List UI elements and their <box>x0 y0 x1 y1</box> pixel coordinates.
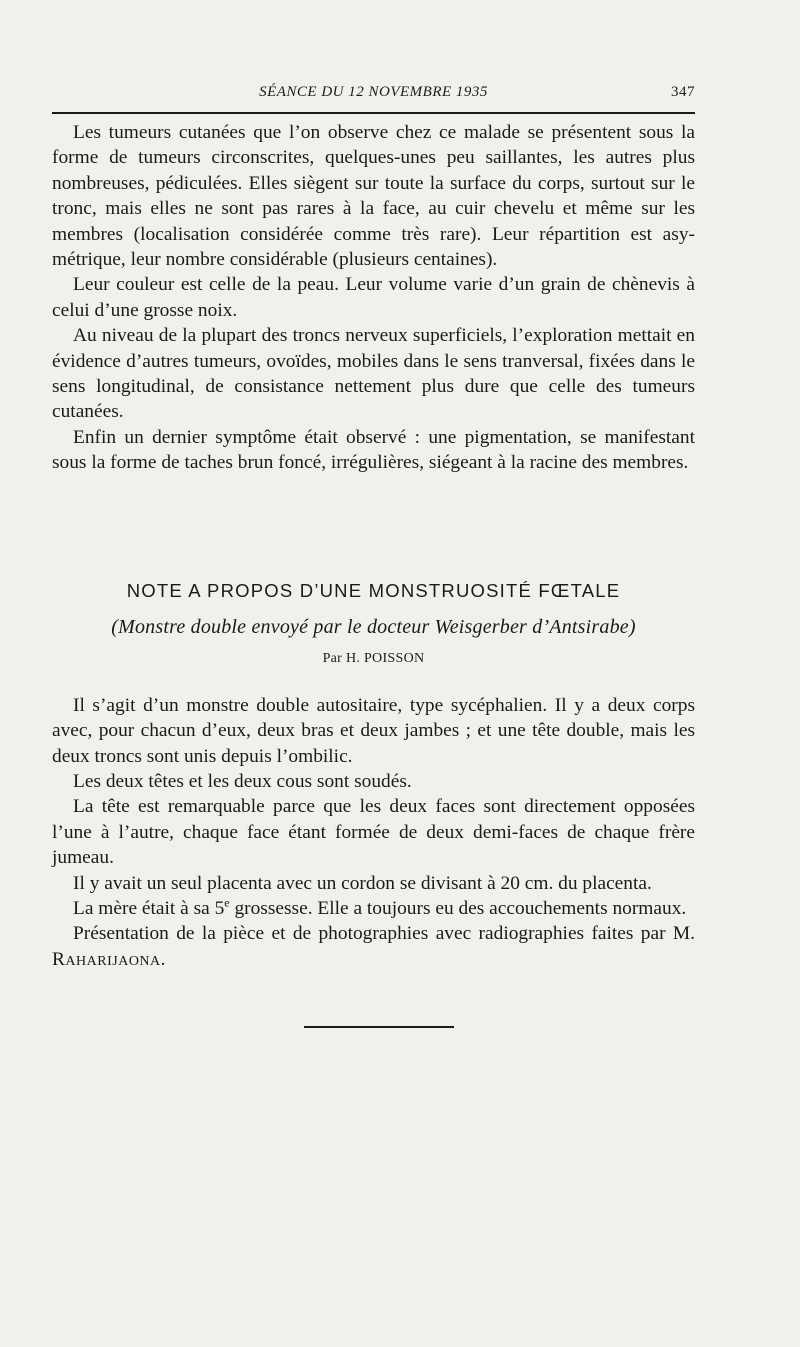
paragraph <box>52 921 695 972</box>
paragraph: Il s’agit d’un monstre double autositaire, type sycéphalien. Il y a deux corps avec, pour chacun d’eux, deux bras et deux jambes ; et une tête double, mais les deux troncs sont unis depuis l’ombilic. <box>52 694 695 767</box>
paragraph <box>52 896 695 921</box>
note-body <box>52 693 695 972</box>
paragraph: Enfin un dernier symptôme était observé : une pigmentation, se manifestant sous la forme de taches brun foncé, irrégulières, siégeant à la racine des membres. <box>52 426 695 474</box>
text-fragment: La mère était à sa 5 <box>73 897 225 919</box>
paragraph: Les tumeurs cutanées que l’on observe chez ce malade se présentent sous la forme de tumeurs circonscrites, quelques-unes peu saillantes, les autres plus nombreuses, pédiculées. Elles siègent sur toute la surface du corps, surtout sur le tronc, mais elles ne sont pas rares à la face, au cuir chevelu et même sur les membres (localisation considérée comme très rare). Leur répartition est asymétrique, leur nombre considérable (plusieurs centaines). <box>52 122 695 271</box>
byline <box>52 651 695 667</box>
paragraph: Il y avait un seul placenta avec un cordon se divisant à 20 cm. du placenta. <box>73 872 652 894</box>
previous-article-section <box>52 120 695 476</box>
text-fragment: Présentation de la pièce et de photographies avec radiographies faites par M. <box>73 923 695 945</box>
closing-rule <box>304 1026 454 1028</box>
running-title: SÉANCE DU 12 NOVEMBRE 1935 <box>259 84 488 100</box>
header-rule <box>52 112 695 114</box>
paragraph: Leur couleur est celle de la peau. Leur volume varie d’un grain de chènevis à celui d’une grosse noix. <box>52 274 695 321</box>
paragraph: La tête est remarquable parce que les deux faces sont directement opposées l’une à l’autre, chaque face étant formée de deux demi-faces de chaque frère jumeau. <box>52 796 695 869</box>
byline-prefix: Par <box>322 650 343 666</box>
photographer-name: Raharijaona. <box>52 948 167 970</box>
running-head <box>52 82 695 108</box>
author-name: H. POISSON <box>345 650 425 666</box>
page-number: 347 <box>671 84 695 100</box>
ordinal-superscript: e <box>224 895 230 910</box>
paragraph: Les deux têtes et les deux cous sont soudés. <box>73 770 412 792</box>
note-title: NOTE A PROPOS D’UNE MONSTRUOSITÉ FŒTALE <box>126 579 621 601</box>
note-subtitle: (Monstre double envoyé par le docteur Weisgerber d’Antsirabe) <box>111 615 636 638</box>
journal-page <box>52 82 695 1028</box>
text-fragment: grossesse. Elle a toujours eu des accouchements normaux. <box>229 897 687 919</box>
paragraph: Au niveau de la plupart des troncs nerveux superficiels, l’exploration mettait en évidence d’autres tumeurs, ovoïdes, mobiles dans le sens tranversal, fixées dans le sens longitudinal, de consistance nettement plus dure que celle des tumeurs cutanées. <box>52 325 695 423</box>
